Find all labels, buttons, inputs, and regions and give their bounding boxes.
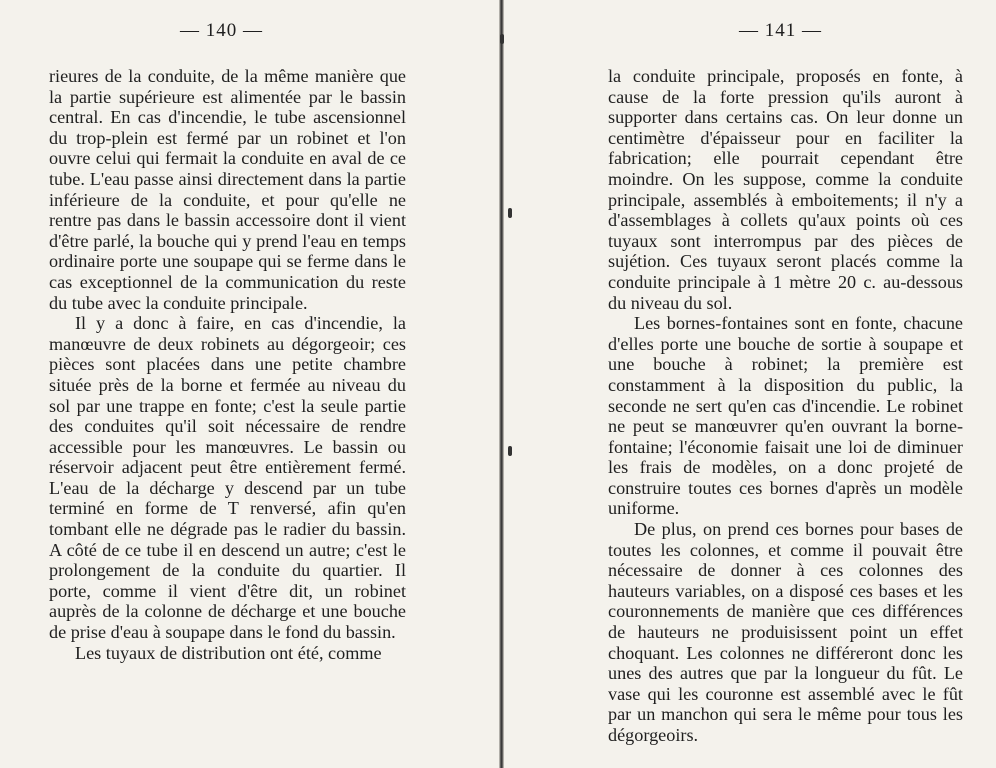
paragraph: Les bornes-fontaines sont en fonte, chacune d'elles porte une bouche de sortie à soupape et une bouche à robinet; la première est constamment à la disposition du public, la seconde ne sert qu'en cas d'incendie. Le robinet ne peut se manœuvrer qu'en ouvrant la borne-fontaine; l'économie faisait une loi de diminuer les frais de modèles, on a donc projeté de construire toutes ces bornes d'après un modèle uniforme. — [608, 313, 963, 519]
page-number: — 140 — — [180, 20, 263, 41]
paragraph: Les tuyaux de distribution ont été, comme — [75, 642, 382, 663]
right-page — [503, 0, 996, 768]
paragraph: De plus, on prend ces bornes pour bases de toutes les colonnes, et comme il pouvait être nécessaire de donner à ces colonnes des hauteurs variables, on a disposé ces bases et les couronnements de manière que ces différences de hauteurs ne produisissent point un effet choquant. Les colonnes ne différeront donc les unes des autres que par la longueur du fût. Le vase qui les couronne est assemblé avec le fût par un manchon qui sera le même pour tous les dégorgeoirs. — [608, 519, 963, 745]
page-body — [608, 66, 963, 746]
page-body — [49, 66, 406, 663]
page-number: — 141 — — [739, 20, 822, 41]
paragraph: la conduite principale, proposés en fonte, à cause de la forte pression qu'ils auront à supporter dans certains cas. On leur donne un centimètre d'épaisseur pour en faciliter la fabrication; elle pourrait cependant être moindre. On les suppose, comme la conduite principale, assemblés à emboitements; il n'y a d'assemblages à collets qu'aux points où ces tuyaux sont interrompus par des pièces de sujétion. Ces tuyaux seront placés comme la conduite principale à 1 mètre 20 c. au-dessous du niveau du sol. — [608, 66, 963, 313]
paragraph: rieures de la conduite, de la même manière que la partie supérieure est alimentée par le bassin central. En cas d'incendie, le tube ascensionnel du trop-plein est fermé par un robinet et l'on ouvre celui qui fermait la conduite en aval de ce tube. L'eau passe ainsi directement dans la partie inférieure de la conduite, et pour qu'elle ne rentre pas dans le bassin accessoire dont il vient d'être parlé, la bouche qui y prend l'eau en temps ordinaire porte une soupape qui se ferme dans le cas exceptionnel de la communication du reste du tube avec la conduite principale. — [49, 66, 406, 313]
paragraph: Il y a donc à faire, en cas d'incendie, la manœuvre de deux robinets au dégorgeoir; ces pièces sont placées dans une petite chambre située près de la borne et fermée au niveau du sol par une trappe en fonte; c'est la seule partie des conduites qu'il soit nécessaire de rendre accessible pour les manœuvres. Le bassin ou réservoir adjacent peut être entièrement fermé. L'eau de la décharge y descend par un tube terminé en forme de T renversé, afin qu'en tombant elle ne dégrade pas le radier du bassin. A côté de ce tube il en descend un autre; c'est le prolongement de la conduite du quartier. Il porte, comme il vient d'être dit, un robinet auprès de la colonne de décharge et une bouche de prise d'eau à soupape dans le fond du bassin. — [49, 313, 406, 643]
